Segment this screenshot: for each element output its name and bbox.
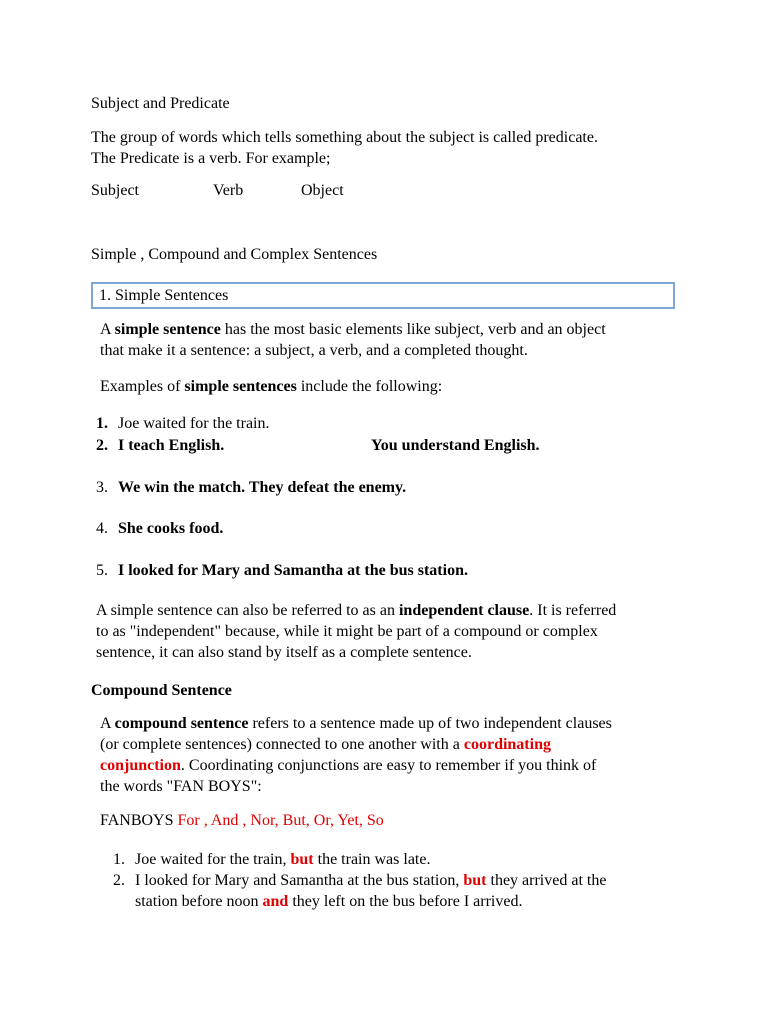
heading-sentence-types: Simple , Compound and Complex Sentences [91,246,378,263]
example-3: 3. We win the match. They defeat the enemy. [96,479,407,496]
example-5: 5. I looked for Mary and Samantha at the bus station. [96,562,468,579]
compound-def-line-2: (or complete sentences) connected to one another with a coordinating [100,736,551,753]
compound-def-line-1: A compound sentence refers to a sentence made up of two independent clauses [100,715,612,732]
compound-example-1: 1. Joe waited for the train, but the train was late. [113,851,431,868]
compound-def-line-4: the words "FAN BOYS": [100,778,262,795]
simple-definition [100,319,606,361]
compound-def-line-3: conjunction. Coordinating conjunctions are easy to remember if you think of [100,757,597,774]
predicate-line-2: The Predicate is a verb. For example; [91,150,331,167]
simple-sentence-term: simple sentence [114,321,221,338]
svo-object: Object [301,182,344,199]
independent-line-3: sentence, it can also stand by itself as a complete sentence. [96,644,472,661]
heading-compound-sentence: Compound Sentence [91,682,232,699]
fanboys-words: For , And , Nor, But, Or, Yet, So [177,812,384,829]
simple-sentences-box [91,282,675,309]
examples-intro: Examples of simple sentences include the following: [100,378,443,395]
compound-example-2: 2. I looked for Mary and Samantha at the bus station, but they arrived at the [113,872,607,889]
heading-subject-predicate: Subject and Predicate [91,95,230,112]
compound-definition [100,713,612,797]
example-2b: You understand English. [371,437,540,454]
compound-example-2-line-2: station before noon and they left on the bus before I arrived. [135,893,523,910]
predicate-paragraph [91,127,598,169]
simple-def-line-1: A simple sentence has the most basic elements like subject, verb and an object [100,321,606,338]
predicate-line-1: The group of words which tells something about the subject is called predicate. [91,129,598,146]
svo-subject: Subject [91,182,139,199]
svo-verb: Verb [213,182,244,199]
fanboys-line: FANBOYS For , And , Nor, But, Or, Yet, So [100,812,384,829]
box-title: 1. Simple Sentences [99,287,229,304]
simple-def-line-2: that make it a sentence: a subject, a verb, and a completed thought. [100,342,528,359]
independent-line-2: to as "independent" because, while it might be part of a compound or complex [96,623,598,640]
example-2: 2. I teach English. [96,437,225,454]
independent-paragraph [96,600,616,663]
example-1: 1. Joe waited for the train. [96,415,270,432]
independent-line-1: A simple sentence can also be referred to as an independent clause. It is referred [96,602,617,619]
example-4: 4. She cooks food. [96,520,224,537]
